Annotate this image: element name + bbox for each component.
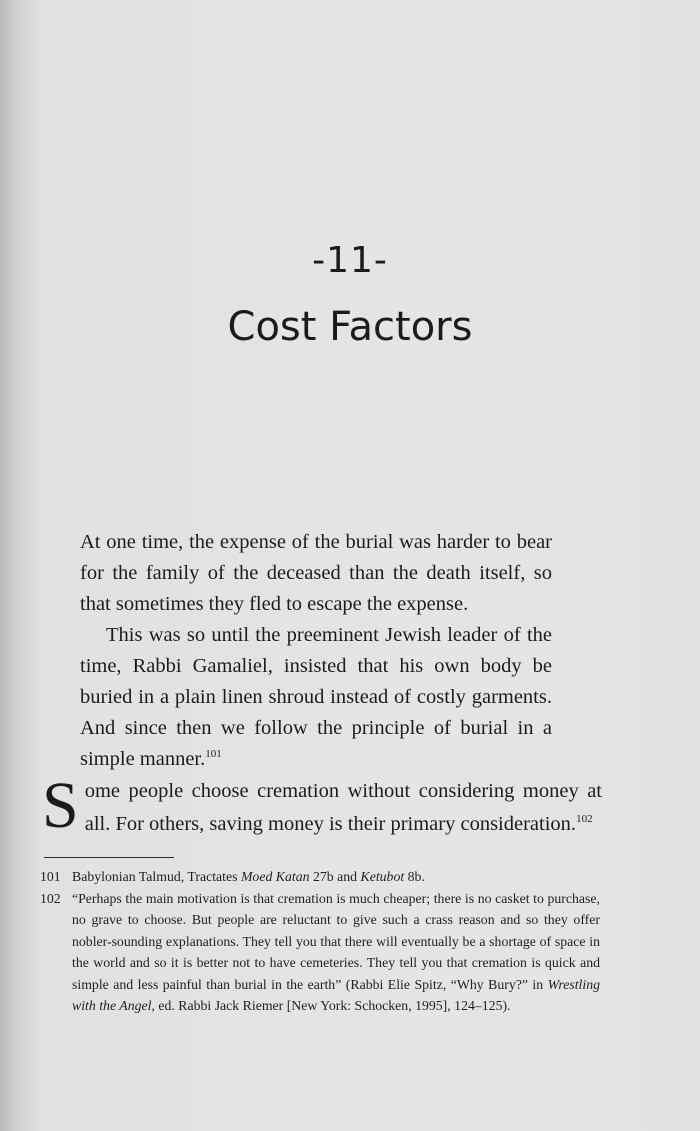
footnote-divider [44, 857, 174, 858]
footnote-102 [40, 888, 600, 1017]
footnote-title: Ketubot [360, 869, 405, 884]
footnote-text: “Perhaps the main motivation is that cremation is much cheaper; there is no casket to purchase, no grave to choose. But people are reluctant to give such a crass reason and so they offer nobler-sounding explanations. They tell you that there will eventually be a shortage of space in the world and so it is better not to have cemeteries. They tell you that cremation is quick and simple and less painful than burial in the earth” (Rabbi Elie Spitz, “Why Bury?” in [72, 890, 600, 992]
footnote-text: 8b. [404, 869, 425, 884]
footnote-text: Babylonian Talmud, Tractates [72, 869, 241, 884]
footnote-title: Wrestling with the Angel [72, 976, 600, 1013]
quote-paragraph-2-text: This was so until the preeminent Jewish leader of the time, Rabbi Gamaliel, insisted that his own body be buried in a plain linen shroud instead of costly garments. And since then we follow the principle of burial in a simple manner. [80, 624, 552, 770]
footnote-101 [40, 866, 600, 888]
footnote-text: 27b and [309, 869, 361, 884]
footnote-ref-102[interactable]: 102 [576, 813, 593, 826]
quote-paragraph-2 [80, 620, 552, 775]
drop-cap: S [42, 769, 79, 842]
chapter-number: -11- [312, 240, 388, 281]
footnotes [40, 866, 600, 1017]
footnote-title: Moed Katan [240, 869, 310, 884]
footnote-text: , ed. Rabbi Jack Riemer [New York: Schocken, 1995], 124–125). [151, 998, 511, 1013]
footnote-ref-101[interactable]: 101 [205, 748, 222, 761]
chapter-title: Cost Factors [227, 304, 473, 350]
quote-paragraph-1: At one time, the expense of the burial was harder to bear for the family of the deceased than the death itself, so that sometimes they fled to escape the expense. [80, 531, 552, 615]
block-quote [80, 527, 552, 775]
footnote-number: 101 [40, 869, 61, 884]
footnote-number: 102 [40, 890, 61, 906]
body-paragraph-text: ome people choose cremation without considering money at all. For others, saving money is their primary consideration. [84, 780, 602, 835]
body-paragraph [42, 769, 602, 842]
